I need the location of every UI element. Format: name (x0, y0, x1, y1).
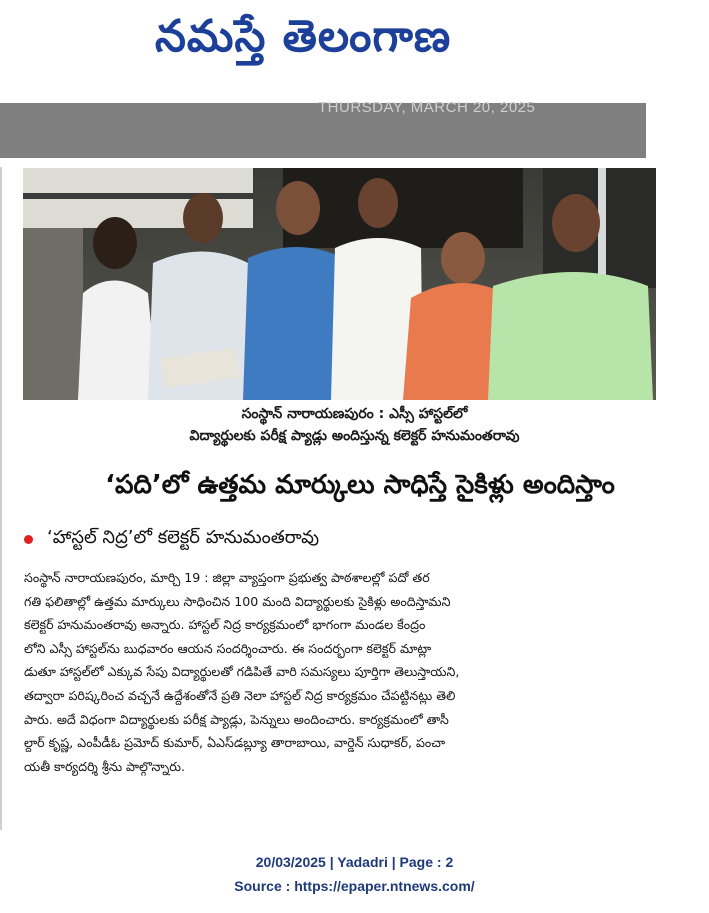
left-border (0, 167, 2, 830)
subhead (24, 527, 319, 552)
article-line: సంస్థాన్ నారాయణపురం, మార్చి 19 : జిల్లా వ్యాప్తంగా ప్రభుత్వ పాఠశాలల్లో పదో తర (24, 570, 430, 585)
masthead-title: నమస్తే తెలంగాణ (155, 11, 452, 62)
article-line: యతీ కార్యదర్శి శ్రీను పాల్గొన్నారు. (24, 758, 186, 774)
caption-line-1: సంస్థాన్ నారాయణపురం : ఎస్సీ హాస్టల్‌లో (241, 406, 468, 422)
article-body (24, 566, 654, 778)
bullet-icon (24, 535, 33, 544)
news-photo (23, 168, 656, 400)
subhead-text: ‘హాస్టల్ నిద్ర’లో కలెక్టర్ హనుమంతరావు (47, 527, 320, 548)
article-line: తద్వారా పరిష్కరించ వచ్చనే ఉద్దేశంతోనే ప్రతి నెలా హాస్టల్ నిద్ర కార్యక్రమం చేపట్టినట్లు తెలి (24, 687, 456, 703)
footer-source-link[interactable]: Source : https://epaper.ntnews.com/ (234, 878, 475, 894)
headline: ‘పది’లో ఉత్తమ మార్కులు సాధిస్తే సైకిళ్లు అందిస్తాం (105, 470, 615, 500)
article-line: కలెక్టర్ హనుమంతరావు అన్నారు. హాస్టల్ నిద్ర కార్యక్రమంలో భాగంగా మండల కేంద్రం (24, 617, 426, 633)
article-line: డుతూ హాస్టల్‌లో ఎక్కువ సేపు విద్యార్థులతో గడిపితే వారి సమస్యలు పూర్తిగా తెలుస్తాయని, (24, 664, 460, 680)
date-bar (0, 99, 646, 158)
footer-date-edition: 20/03/2025 | Yadadri | Page : 2 (255, 854, 454, 870)
issue-date: THURSDAY, MARCH 20, 2025 (318, 99, 536, 116)
photo-caption (0, 403, 709, 447)
article-line: గతి ఫలితాల్లో ఉత్తమ మార్కులు సాధించిన 100 మంది విద్యార్థులకు సైకిళ్లు అందిస్తామని (24, 593, 451, 609)
article-line: లోని ఎస్సీ హాస్టల్‌ను బుధవారం ఆయన సందర్శించారు. ఈ సందర్భంగా కలెక్టర్ మాట్లా (24, 640, 432, 656)
article-line: పారు. అదే విధంగా విద్యార్థులకు పరీక్ష ప్యాడ్లు, పెన్నులు అందించారు. కార్యక్రమంలో తాసీ (24, 711, 449, 727)
footer (0, 850, 709, 898)
caption-line-2: విద్యార్థులకు పరీక్ష ప్యాడ్లు అందిస్తున్న కలెక్టర్ హనుమంతరావు (189, 428, 520, 444)
article-line: ల్దార్ కృష్ణ, ఎంపీడీఓ ప్రమోద్ కుమార్, ఏఎస్‌డబ్ల్యూ తారాబాయి, వార్డెన్ సుధాకర్, పంచా (24, 735, 446, 751)
